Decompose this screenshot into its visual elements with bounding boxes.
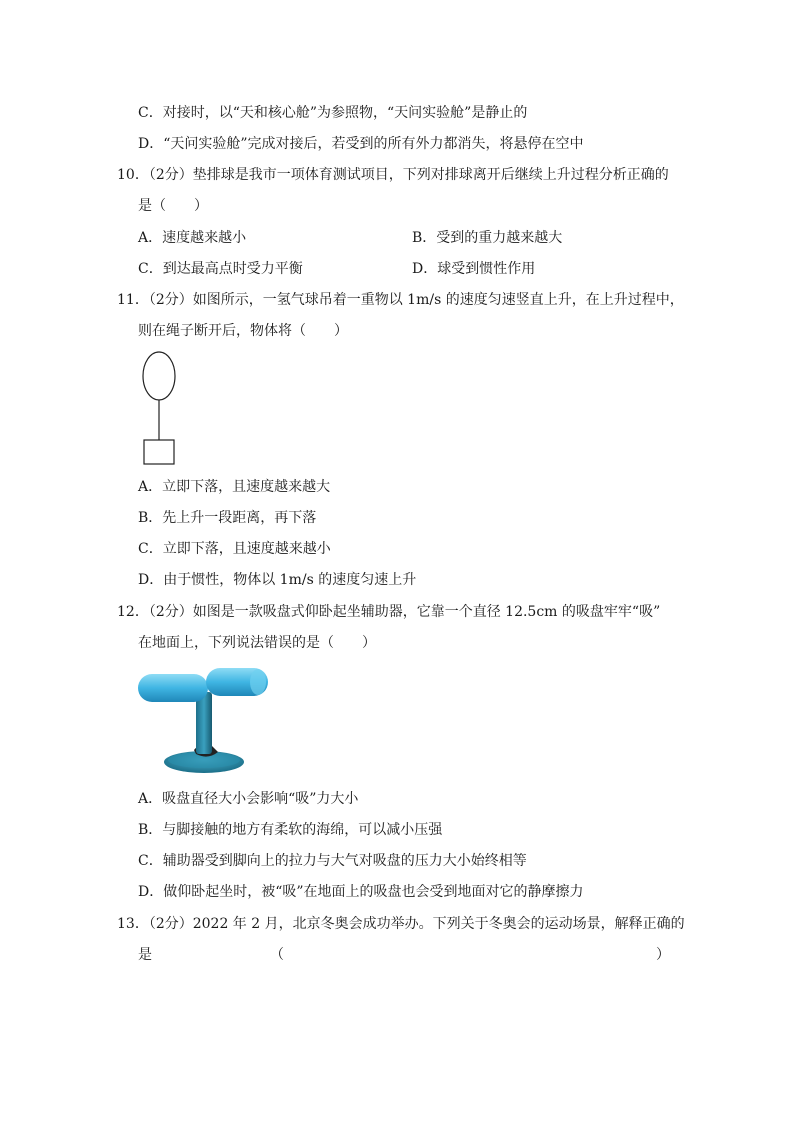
q13-stem-line2-start: 是 [138,947,152,963]
q13-stem-line2-open-paren: （ [270,947,284,963]
q11-stem-line1: 11．（2分）如图所示，一氢气球吊着一重物以 1m/s 的速度匀速竖直上升，在上升过程中， [117,292,684,308]
q11-option-d: D．由于惯性，物体以 1m/s 的速度匀速上升 [138,572,417,588]
balloon-outline [143,352,175,400]
q10-option-a: A．速度越来越小 [138,230,247,246]
q11-stem-line2: 则在绳子断开后，物体将（ ） [138,323,348,339]
q11-option-b: B．先上升一段距离，再下落 [138,510,317,526]
weight-box [144,440,174,464]
q13-stem-line2-close-paren: ） [656,947,670,963]
q10-option-c: C．到达最高点时受力平衡 [138,261,303,277]
q12-option-a: A．吸盘直径大小会影响“吸”力大小 [138,791,359,807]
support-post [196,692,212,754]
situp-assistant-photo [136,664,270,776]
balloon-weight-figure [140,350,180,468]
q9-option-c: C．对接时，以“天和核心舱”为参照物，“天问实验舱”是静止的 [138,105,528,121]
q12-stem-line1: 12．（2分）如图是一款吸盘式仰卧起坐辅助器，它靠一个直径 12.5cm 的吸盘牢牢“吸” [117,604,661,620]
left-foam-roller [138,674,208,702]
q10-stem-line2: 是（ ） [138,198,208,214]
q13-stem-line1: 13．（2分）2022 年 2 月，北京冬奥会成功举办。下列关于冬奥会的运动场景，解释正确的 [117,916,685,932]
q11-option-c: C．立即下落，且速度越来越小 [138,541,331,557]
q12-option-b: B．与脚接触的地方有柔软的海绵，可以减小压强 [138,822,443,838]
q12-option-c: C．辅助器受到脚向上的拉力与大气对吸盘的压力大小始终相等 [138,853,527,869]
q11-option-a: A．立即下落，且速度越来越大 [138,479,331,495]
roller-end-highlight [250,669,266,695]
q9-option-d: D．“天问实验舱”完成对接后，若受到的所有外力都消失，将悬停在空中 [138,136,584,152]
q12-option-d: D．做仰卧起坐时，被“吸”在地面上的吸盘也会受到地面对它的静摩擦力 [138,884,584,900]
q10-stem-line1: 10．（2分）垫排球是我市一项体育测试项目，下列对排球离开后继续上升过程分析正确的 [117,167,669,183]
q10-option-d: D．球受到惯性作用 [412,261,536,277]
q12-stem-line2: 在地面上，下列说法错误的是（ ） [138,635,376,651]
q10-option-b: B．受到的重力越来越大 [412,230,563,246]
